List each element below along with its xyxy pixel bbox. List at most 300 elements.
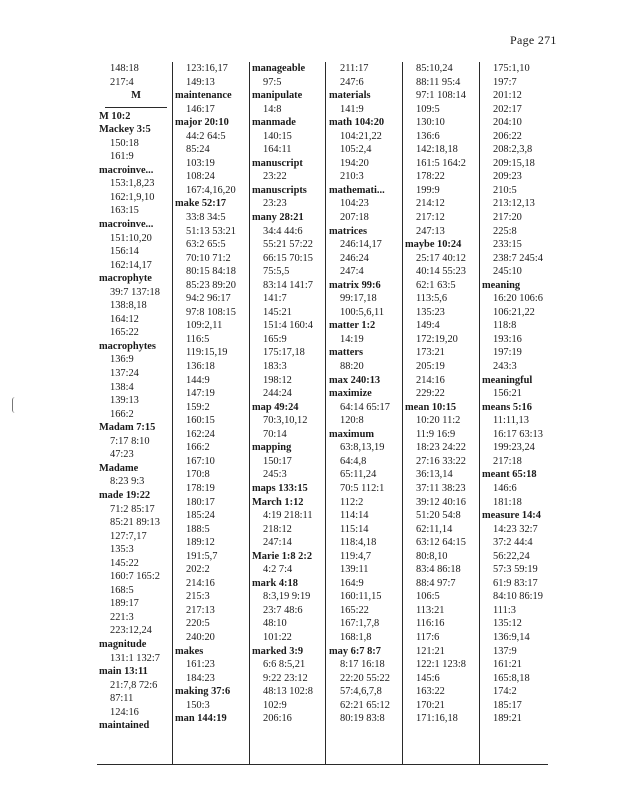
page-line-reference: 16:20 106:6 <box>493 293 543 305</box>
index-term: makes <box>175 645 204 657</box>
page-line-reference: 145:6 <box>416 672 440 684</box>
page-line-reference: 160:7 165:2 <box>110 571 160 583</box>
page-line-reference: 210:5 <box>493 184 517 196</box>
page-line-reference: 44:2 64:5 <box>186 130 226 142</box>
page-line-reference: 202:17 <box>493 103 522 115</box>
page-line-reference: 188:5 <box>186 523 210 535</box>
page-line-reference: 174:2 <box>493 686 517 698</box>
page-line-reference: 14:8 <box>263 103 282 115</box>
page-line-reference: 229:22 <box>416 388 445 400</box>
page-line-reference: 119:4,7 <box>340 550 372 562</box>
index-term: matter 1:2 <box>329 320 376 332</box>
index-term: manuscript <box>252 157 303 169</box>
page-line-reference: 145:21 <box>263 306 292 318</box>
page-line-reference: 193:16 <box>493 333 522 345</box>
page-line-reference: 217:20 <box>493 212 522 224</box>
index-term: made 19:22 <box>99 489 151 501</box>
page-line-reference: 97:8 108:15 <box>186 306 236 318</box>
page-line-reference: 71:2 85:17 <box>110 503 155 515</box>
page-line-reference: 87:11 <box>110 693 134 705</box>
page-line-reference: 113:5,6 <box>416 293 448 305</box>
page-line-reference: 116:16 <box>416 618 445 630</box>
page-line-reference: 247:14 <box>263 537 292 549</box>
index-term: making 37:6 <box>175 686 231 698</box>
page-line-reference: 62:21 65:12 <box>340 699 390 711</box>
page-line-reference: 156:14 <box>110 246 139 258</box>
page-line-reference: 156:21 <box>493 388 522 400</box>
page-line-reference: 62:1 63:5 <box>416 279 456 291</box>
index-term: make 52:17 <box>175 198 227 210</box>
page-line-reference: 112:2 <box>340 496 364 508</box>
page-line-reference: 121:21 <box>416 645 445 657</box>
page-line-reference: 109:5 <box>416 103 440 115</box>
page-line-reference: 6:6 8:5,21 <box>263 659 306 671</box>
page-line-reference: 33:8 34:5 <box>186 212 226 224</box>
page-line-reference: 151:10,20 <box>110 232 152 244</box>
column-divider <box>249 62 250 764</box>
page-line-reference: 150:17 <box>263 455 292 467</box>
page-line-reference: 34:4 44:6 <box>263 225 303 237</box>
page-line-reference: 162:24 <box>186 428 215 440</box>
index-term: measure 14:4 <box>482 510 541 522</box>
page-line-reference: 161:23 <box>186 659 215 671</box>
page-line-reference: 9:22 23:12 <box>263 672 308 684</box>
index-term: man 144:19 <box>175 713 227 725</box>
page-line-reference: 63:12 64:15 <box>416 537 466 549</box>
page-line-reference: 197:7 <box>493 76 517 88</box>
page-line-reference: 206:16 <box>263 713 292 725</box>
column-divider <box>172 62 173 764</box>
index-term: meaning <box>482 279 521 291</box>
page-line-reference: 18:23 24:22 <box>416 442 466 454</box>
index-column-5 <box>405 62 479 764</box>
page-line-reference: 88:20 <box>340 361 364 373</box>
page-line-reference: 172:19,20 <box>416 333 458 345</box>
page-line-reference: 205:19 <box>416 361 445 373</box>
index-term: macrophytes <box>99 340 156 352</box>
index-column-3 <box>252 62 326 764</box>
section-letter: M <box>131 90 141 102</box>
page-line-reference: 23:7 48:6 <box>263 604 303 616</box>
page-line-reference: 209:15,18 <box>493 157 535 169</box>
index-column-1 <box>99 62 173 764</box>
page-line-reference: 40:14 55:23 <box>416 266 466 278</box>
page-line-reference: 8:17 16:18 <box>340 659 385 671</box>
index-term: maximum <box>329 428 375 440</box>
page-line-reference: 175:17,18 <box>263 347 305 359</box>
page-line-reference: 118:8 <box>493 320 517 332</box>
page-line-reference: 211:17 <box>340 63 369 74</box>
page-line-reference: 85:21 89:13 <box>110 517 160 529</box>
index-column-4 <box>329 62 403 764</box>
page-line-reference: 124:16 <box>110 706 139 718</box>
page-line-reference: 64:4,8 <box>340 455 367 467</box>
page-line-reference: 145:22 <box>110 557 139 569</box>
page-line-reference: 209:23 <box>493 171 522 183</box>
page-line-reference: 97:5 <box>263 76 282 88</box>
page-line-reference: 167:10 <box>186 455 215 467</box>
page-line-reference: 94:2 96:17 <box>186 293 231 305</box>
page-line-reference: 204:10 <box>493 117 522 129</box>
page-line-reference: 144:9 <box>186 374 210 386</box>
page-line-reference: 199:9 <box>416 184 440 196</box>
page-line-reference: 168:5 <box>110 584 134 596</box>
index-term: maximize <box>329 388 372 400</box>
page-line-reference: 84:10 86:19 <box>493 591 543 603</box>
page-line-reference: 138:8,18 <box>110 300 147 312</box>
index-term: Madam 7:15 <box>99 422 156 434</box>
page-line-reference: 131:1 132:7 <box>110 652 160 664</box>
page-line-reference: 7:17 8:10 <box>110 435 150 447</box>
index-term: meant 65:18 <box>482 469 537 481</box>
page-line-reference: 88:4 97:7 <box>416 577 456 589</box>
page-line-reference: 167:4,16,20 <box>186 184 236 196</box>
index-term: magnitude <box>99 638 147 650</box>
page-line-reference: 164:12 <box>110 313 139 325</box>
page-line-reference: 247:4 <box>340 266 364 278</box>
page-line-reference: 167:1,7,8 <box>340 618 380 630</box>
page-line-reference: 97:1 108:14 <box>416 90 466 102</box>
page-line-reference: 245:3 <box>263 469 287 481</box>
page-line-reference: 178:19 <box>186 482 215 494</box>
page-line-reference: 127:7,17 <box>110 530 147 542</box>
page-line-reference: 117:6 <box>416 631 440 643</box>
page-line-reference: 55:21 57:22 <box>263 239 313 251</box>
page-line-reference: 221:3 <box>110 611 134 623</box>
page-line-reference: 199:23,24 <box>493 442 535 454</box>
page-line-reference: 83:4 86:18 <box>416 564 461 576</box>
page-line-reference: 70:5 112:1 <box>340 482 385 494</box>
page-line-reference: 141:7 <box>263 293 287 305</box>
index-term: map 49:24 <box>252 401 299 413</box>
page-line-reference: 184:23 <box>186 672 215 684</box>
page-line-reference: 225:8 <box>493 225 517 237</box>
page-line-reference: 27:16 33:22 <box>416 455 466 467</box>
page-line-reference: 21:7,8 72:6 <box>110 679 158 691</box>
page-line-reference: 214:16 <box>186 577 215 589</box>
page-line-reference: 135:3 <box>110 544 134 556</box>
page-line-reference: 146:17 <box>186 103 215 115</box>
index-term: maybe 10:24 <box>405 239 462 251</box>
page-line-reference: 191:5,7 <box>186 550 218 562</box>
page-line-reference: 109:2,11 <box>186 320 223 332</box>
page-line-reference: 111:3 <box>493 604 516 616</box>
page-line-reference: 175:1,10 <box>493 63 530 74</box>
page-line-reference: 75:5,5 <box>263 266 290 278</box>
page-line-reference: 247:6 <box>340 76 364 88</box>
page-line-reference: 99:17,18 <box>340 293 377 305</box>
page-line-reference: 135:12 <box>493 618 522 630</box>
page-line-reference: 116:5 <box>186 333 210 345</box>
index-term: maintained <box>99 720 150 732</box>
page-line-reference: 123:16,17 <box>186 63 228 74</box>
page-line-reference: 165:22 <box>110 327 139 339</box>
page-line-reference: 57:3 59:19 <box>493 564 538 576</box>
page-line-reference: 207:18 <box>340 212 369 224</box>
index-column-6 <box>482 62 556 764</box>
letter-divider-rule <box>105 107 167 108</box>
page-line-reference: 136:6 <box>416 130 440 142</box>
index-term: mean 10:15 <box>405 401 457 413</box>
page-number: Page 271 <box>510 33 557 47</box>
page-line-reference: 22:20 55:22 <box>340 672 390 684</box>
page-line-reference: 150:3 <box>186 699 210 711</box>
page-line-reference: 56:22,24 <box>493 550 530 562</box>
page-line-reference: 198:12 <box>263 374 292 386</box>
page-line-reference: 80:15 84:18 <box>186 266 236 278</box>
page-line-reference: 161:9 <box>110 151 134 163</box>
page-line-reference: 70:10 71:2 <box>186 252 231 264</box>
page-line-reference: 37:11 38:23 <box>416 482 466 494</box>
page-line-reference: 165:9 <box>263 333 287 345</box>
page-line-reference: 70:14 <box>263 428 287 440</box>
page-line-reference: 64:14 65:17 <box>340 401 390 413</box>
index-term: matrices <box>329 225 368 237</box>
index-term: major 20:10 <box>175 117 229 129</box>
index-term: manmade <box>252 117 296 129</box>
index-term: materials <box>329 90 371 102</box>
page-line-reference: 180:17 <box>186 496 215 508</box>
page-line-reference: 223:12,24 <box>110 625 152 637</box>
page-line-reference: 163:22 <box>416 686 445 698</box>
word-index <box>97 62 548 765</box>
page-line-reference: 85:23 89:20 <box>186 279 236 291</box>
page-line-reference: 151:4 160:4 <box>263 320 313 332</box>
index-term: matrix 99:6 <box>329 279 381 291</box>
page-line-reference: 63:8,13,19 <box>340 442 385 454</box>
page-line-reference: 137:9 <box>493 645 517 657</box>
page-line-reference: 137:24 <box>110 368 139 380</box>
index-term: many 28:21 <box>252 212 304 224</box>
page-line-reference: 139:11 <box>340 564 369 576</box>
page-line-reference: 202:2 <box>186 564 210 576</box>
page-line-reference: 206:22 <box>493 130 522 142</box>
page-line-reference: 39:12 40:16 <box>416 496 466 508</box>
page-line-reference: 11:9 16:9 <box>416 428 456 440</box>
page-line-reference: 104:21,22 <box>340 130 382 142</box>
page-line-reference: 11:11,13 <box>493 415 529 427</box>
page-line-reference: 165:22 <box>340 604 369 616</box>
page-line-reference: 57:4,6,7,8 <box>340 686 382 698</box>
index-term: may 6:7 8:7 <box>329 645 381 657</box>
page-line-reference: 181:18 <box>493 496 522 508</box>
page-line-reference: 213:12,13 <box>493 198 535 210</box>
page-line-reference: 113:21 <box>416 604 445 616</box>
page-line-reference: 101:22 <box>263 631 292 643</box>
page-line-reference: 118:4,18 <box>340 537 377 549</box>
page-line-reference: 63:2 65:5 <box>186 239 226 251</box>
index-term: M 10:2 <box>99 110 131 122</box>
page-line-reference: 4:19 218:11 <box>263 510 313 522</box>
page-line-reference: 214:16 <box>416 374 445 386</box>
column-divider <box>479 62 480 764</box>
page-line-reference: 247:13 <box>416 225 445 237</box>
page-line-reference: 88:11 95:4 <box>416 76 461 88</box>
page-line-reference: 185:17 <box>493 699 522 711</box>
page-line-reference: 141:9 <box>340 103 364 115</box>
index-column-2 <box>175 62 249 764</box>
page-line-reference: 105:2,4 <box>340 144 372 156</box>
page-line-reference: 8:23 9:3 <box>110 476 145 488</box>
page-line-reference: 150:18 <box>110 137 139 149</box>
page-line-reference: 233:15 <box>493 239 522 251</box>
column-divider <box>402 62 403 764</box>
column-divider <box>325 62 326 764</box>
page-line-reference: 246:14,17 <box>340 239 382 251</box>
page-line-reference: 218:12 <box>263 523 292 535</box>
index-term: matters <box>329 347 364 359</box>
page-line-reference: 16:17 63:13 <box>493 428 543 440</box>
page-line-reference: 149:13 <box>186 76 215 88</box>
page-line-reference: 246:24 <box>340 252 369 264</box>
page-line-reference: 244:24 <box>263 388 292 400</box>
page-line-reference: 80:19 83:8 <box>340 713 385 725</box>
page-line-reference: 178:22 <box>416 171 445 183</box>
page-line-reference: 122:1 123:8 <box>416 659 466 671</box>
page-line-reference: 47:23 <box>110 449 134 461</box>
page-line-reference: 104:23 <box>340 198 369 210</box>
page-line-reference: 51:20 54:8 <box>416 510 461 522</box>
index-term: means 5:16 <box>482 401 532 413</box>
page-line-reference: 23:22 <box>263 171 287 183</box>
index-term: math 104:20 <box>329 117 385 129</box>
index-term: main 13:11 <box>99 666 148 678</box>
page-line-reference: 217:4 <box>110 76 134 88</box>
page-line-reference: 215:3 <box>186 591 210 603</box>
page-line-reference: 189:17 <box>110 598 139 610</box>
page-line-reference: 115:14 <box>340 523 369 535</box>
page-line-reference: 168:1,8 <box>340 631 372 643</box>
index-term: macrophyte <box>99 273 152 285</box>
page-line-reference: 85:24 <box>186 144 210 156</box>
page-line-reference: 170:21 <box>416 699 445 711</box>
page-line-reference: 48:13 102:8 <box>263 686 313 698</box>
page-line-reference: 4:2 7:4 <box>263 564 293 576</box>
page-line-reference: 189:12 <box>186 537 215 549</box>
page-line-reference: 183:3 <box>263 361 287 373</box>
page-line-reference: 194:20 <box>340 157 369 169</box>
page-line-reference: 65:11,24 <box>340 469 377 481</box>
index-term: manuscripts <box>252 184 307 196</box>
page-line-reference: 108:24 <box>186 171 215 183</box>
index-term: Mackey 3:5 <box>99 124 151 136</box>
page-line-reference: 142:18,18 <box>416 144 458 156</box>
page-line-reference: 210:3 <box>340 171 364 183</box>
page-line-reference: 208:2,3,8 <box>493 144 533 156</box>
page-line-reference: 214:12 <box>416 198 445 210</box>
page-line-reference: 161:5 164:2 <box>416 157 466 169</box>
page-line-reference: 166:2 <box>186 442 210 454</box>
page-line-reference: 85:10,24 <box>416 63 453 74</box>
index-term: maintenance <box>175 90 232 102</box>
index-term: Madame <box>99 462 139 474</box>
page-line-reference: 14:23 32:7 <box>493 523 538 535</box>
page-line-reference: 162:1,9,10 <box>110 191 155 203</box>
page-line-reference: 245:10 <box>493 266 522 278</box>
index-term: Marie 1:8 2:2 <box>252 550 313 562</box>
page-line-reference: 48:10 <box>263 618 287 630</box>
page-line-reference: 80:8,10 <box>416 550 448 562</box>
page-line-reference: 61:9 83:17 <box>493 577 538 589</box>
index-term: mathemati... <box>329 184 385 196</box>
page-line-reference: 147:19 <box>186 388 215 400</box>
page-line-reference: 161:21 <box>493 659 522 671</box>
page-line-reference: 120:8 <box>340 415 364 427</box>
page-line-reference: 136:9,14 <box>493 631 530 643</box>
page-line-reference: 159:2 <box>186 401 210 413</box>
page-line-reference: 160:11,15 <box>340 591 382 603</box>
page-line-reference: 217:12 <box>416 212 445 224</box>
page-line-reference: 37:2 44:4 <box>493 537 533 549</box>
index-term: macroinve... <box>99 219 154 231</box>
page-line-reference: 163:15 <box>110 205 139 217</box>
page-line-reference: 197:19 <box>493 347 522 359</box>
page-line-reference: 14:19 <box>340 333 364 345</box>
page-line-reference: 70:3,10,12 <box>263 415 308 427</box>
page-line-reference: 173:21 <box>416 347 445 359</box>
index-term: mapping <box>252 442 292 454</box>
page-line-reference: 148:18 <box>110 63 139 74</box>
page-line-reference: 119:15,19 <box>186 347 228 359</box>
page-line-reference: 10:20 11:2 <box>416 415 461 427</box>
page-line-reference: 135:23 <box>416 306 445 318</box>
page-line-reference: 66:15 70:15 <box>263 252 313 264</box>
page-line-reference: 83:14 141:7 <box>263 279 313 291</box>
index-term: meaningful <box>482 374 533 386</box>
index-term: marked 3:9 <box>252 645 304 657</box>
page-line-reference: 140:15 <box>263 130 292 142</box>
page-line-reference: 243:3 <box>493 361 517 373</box>
page-line-reference: 165:8,18 <box>493 672 530 684</box>
page-line-reference: 103:19 <box>186 157 215 169</box>
index-term: March 1:12 <box>252 496 304 508</box>
page-line-reference: 166:2 <box>110 408 134 420</box>
page-line-reference: 130:10 <box>416 117 445 129</box>
page-line-reference: 106:21,22 <box>493 306 535 318</box>
index-term: macroinve... <box>99 164 154 176</box>
page-line-reference: 189:21 <box>493 713 522 725</box>
page-line-reference: 102:9 <box>263 699 287 711</box>
page-line-reference: 36:13,14 <box>416 469 453 481</box>
page-line-reference: 136:18 <box>186 361 215 373</box>
page-line-reference: 240:20 <box>186 631 215 643</box>
page-line-reference: 25:17 40:12 <box>416 252 466 264</box>
page-line-reference: 162:14,17 <box>110 259 152 271</box>
page-line-reference: 149:4 <box>416 320 440 332</box>
page-line-reference: 51:13 53:21 <box>186 225 236 237</box>
page-line-reference: 164:9 <box>340 577 364 589</box>
page-line-reference: 62:11,14 <box>416 523 453 535</box>
page-line-reference: 23:23 <box>263 198 287 210</box>
page-line-reference: 153:1,8,23 <box>110 178 155 190</box>
page-line-reference: 164:11 <box>263 144 292 156</box>
page-line-reference: 100:5,6,11 <box>340 306 385 318</box>
page-line-reference: 238:7 245:4 <box>493 252 543 264</box>
page-line-reference: 106:5 <box>416 591 440 603</box>
index-term: maps 133:15 <box>252 482 308 494</box>
page-line-reference: 114:14 <box>340 510 369 522</box>
index-term: max 240:13 <box>329 374 381 386</box>
margin-bracket-mark <box>12 397 18 413</box>
page-line-reference: 171:16,18 <box>416 713 458 725</box>
page-line-reference: 138:4 <box>110 381 134 393</box>
page-line-reference: 185:24 <box>186 510 215 522</box>
index-term: manageable <box>252 63 306 74</box>
page-line-reference: 39:7 137:18 <box>110 286 160 298</box>
page-line-reference: 136:9 <box>110 354 134 366</box>
page-line-reference: 160:15 <box>186 415 215 427</box>
page-line-reference: 220:5 <box>186 618 210 630</box>
